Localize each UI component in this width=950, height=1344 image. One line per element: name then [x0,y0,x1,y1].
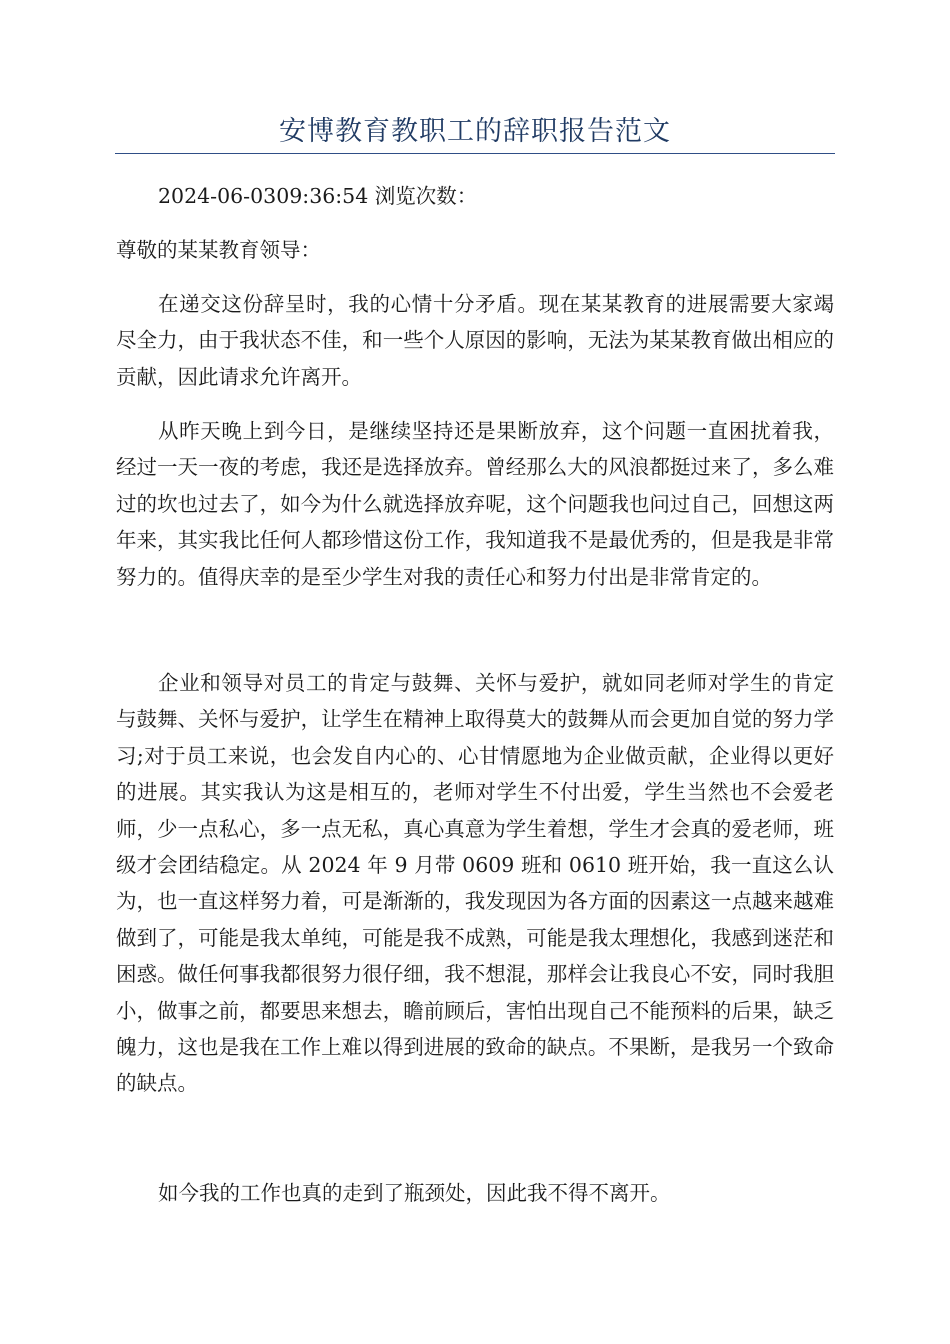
paragraph: 在递交这份辞呈时，我的心情十分矛盾。现在某某教育的进展需要大家竭尽全力，由于我状态不佳，和一些个人原因的影响，无法为某某教育做出相应的贡献，因此请求允许离开。 [116,292,834,389]
document-title: 安博教育教职工的辞职报告范文 [279,116,671,147]
paragraph: 如今我的工作也真的走到了瓶颈处，因此我不得不离开。 [158,1181,671,1205]
title-underline [115,153,835,154]
paragraph: 企业和领导对员工的肯定与鼓舞、关怀与爱护，就如同老师对学生的肯定与鼓舞、关怀与爱护，让学生在精神上取得莫大的鼓舞从而会更加自觉的努力学习;对于员工来说，也会发自内心的、心甘情愿地为企业做贡献，企业得以更好的进展。其实我认为这是相互的，老师对学生不付出爱，学生当然也不会爱老师，少一点私心，多一点无私，真心真意为学生着想，学生才会真的爱老师，班级才会团结稳定。从 2024 年 9 月带 0609 班和 0610 班开始，我一直这么认为，也一直这样努力着，可是渐渐的，我发现因为各方面的因素这一点越来越难做到了，可能是我太单纯，可能是我不成熟，可能是我太理想化，我感到迷茫和困惑。做任何事我都很努力很仔细，我不想混，那样会让我良心不安，同时我胆小，做事之前，都要思来想去，瞻前顾后，害怕出现自己不能预料的后果，缺乏魄力，这也是我在工作上难以得到进展的致命的缺点。不果断，是我另一个致命的缺点。 [116,671,834,1096]
paragraph: 从昨天晚上到今日，是继续坚持还是果断放弃，这个问题一直困扰着我，经过一天一夜的考虑，我还是选择放弃。曾经那么大的风浪都挺过来了，多么难过的坎也过去了，如今为什么就选择放弃呢，这个问题我也问过自己，回想这两年来，其实我比任何人都珍惜这份工作，我知道我不是最优秀的，但是我是非常努力的。值得庆幸的是至少学生对我的责任心和努力付出是非常肯定的。 [116,419,834,589]
salutation: 尊敬的某某教育领导： [116,238,321,262]
publish-meta: 2024-06-0309:36:54 浏览次数： [158,184,478,208]
